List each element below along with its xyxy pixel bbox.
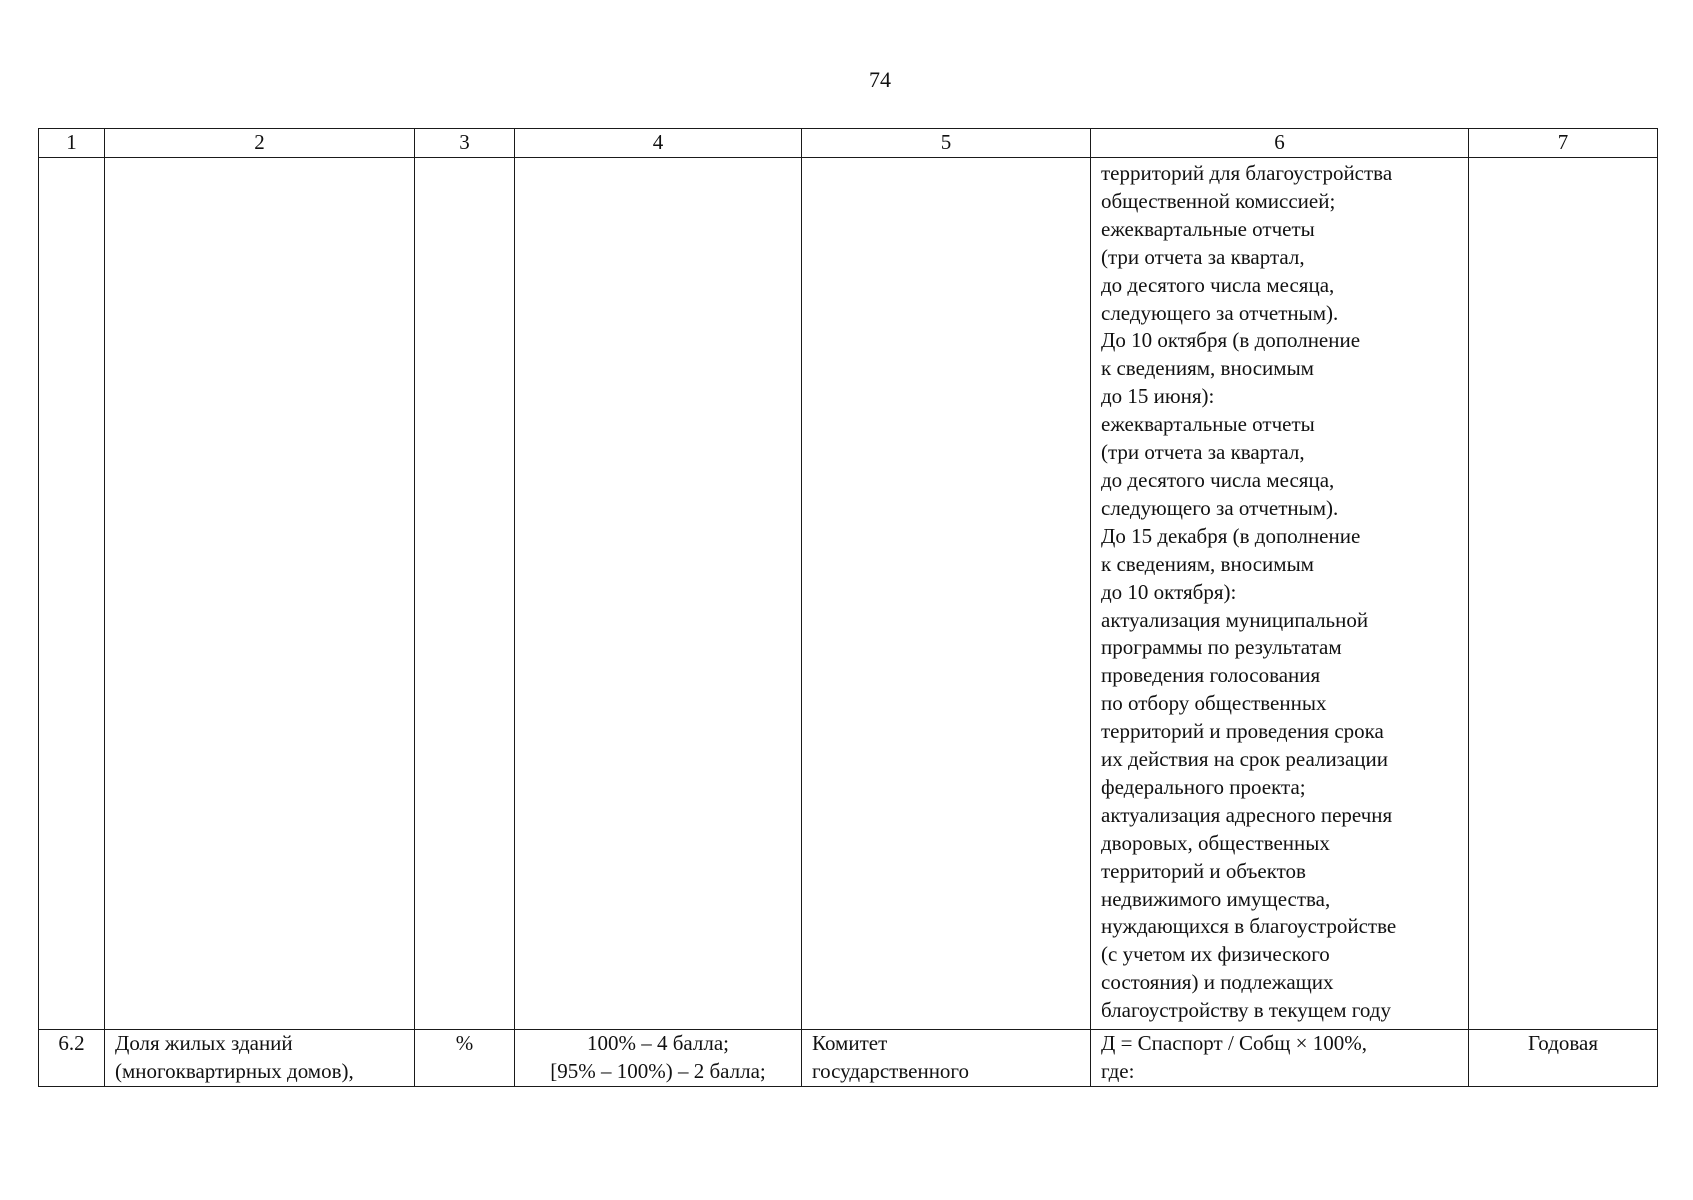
- scoring-cell: [515, 1030, 802, 1087]
- text-line: дворовых, общественных: [1101, 830, 1330, 855]
- periodicity-cell: Годовая: [1469, 1030, 1658, 1087]
- formula-cell: [1091, 1030, 1469, 1087]
- text-line: до десятого числа месяца,: [1101, 467, 1335, 492]
- text-line: (с учетом их физического: [1101, 942, 1330, 967]
- continuation-row: [39, 158, 1658, 1030]
- text-line: до 15 июня):: [1101, 384, 1215, 409]
- column-header-2: 2: [105, 129, 415, 158]
- cont-cell-3: [415, 158, 515, 1030]
- text-line: 100% – 4 балла;: [586, 1031, 730, 1055]
- cont-cell-2: [105, 158, 415, 1030]
- text-line: территорий и объектов: [1101, 858, 1306, 883]
- text-line: федерального проекта;: [1101, 774, 1306, 799]
- cont-cell-1: [39, 158, 105, 1030]
- text-line: следующего за отчетным).: [1101, 495, 1339, 520]
- page-number: 74: [869, 67, 891, 92]
- text-line: к сведениям, вносимым: [1101, 356, 1314, 381]
- text-line: (три отчета за квартал,: [1101, 440, 1305, 465]
- text-line: к сведениям, вносимым: [1101, 551, 1314, 576]
- indicator-name: [105, 1030, 415, 1087]
- text-line: общественной комиссией;: [1101, 188, 1336, 213]
- text-line: [95% – 100%) – 2 балла;: [550, 1058, 766, 1083]
- text-line: состояния) и подлежащих: [1101, 970, 1334, 995]
- column-header-6: 6: [1091, 129, 1469, 158]
- column-header-3: 3: [415, 129, 515, 158]
- text-line: до десятого числа месяца,: [1101, 272, 1335, 297]
- text-line: программы по результатам: [1101, 635, 1342, 660]
- column-header-7: 7: [1469, 129, 1658, 158]
- text-line: ежеквартальные отчеты: [1101, 216, 1315, 241]
- cont-cell-4: [515, 158, 802, 1030]
- column-header-1: 1: [39, 129, 105, 158]
- text-line: До 10 октября (в дополнение: [1101, 328, 1361, 353]
- text-line: актуализация адресного перечня: [1101, 802, 1393, 827]
- column-header-row: [39, 129, 1658, 158]
- column-header-4: 4: [515, 129, 802, 158]
- text-line: актуализация муниципальной: [1101, 607, 1369, 632]
- text-line: нуждающихся в благоустройстве: [1101, 914, 1397, 939]
- text-line: где:: [1101, 1058, 1135, 1083]
- text-line: проведения голосования: [1101, 663, 1321, 688]
- text-line: (многоквартирных домов),: [115, 1058, 354, 1083]
- text-line: До 15 декабря (в дополнение: [1101, 523, 1361, 548]
- text-line: Комитет: [812, 1031, 888, 1055]
- responsible-body-cell: [802, 1030, 1091, 1087]
- text-line: территорий и проведения срока: [1101, 719, 1384, 744]
- indicator-table: [38, 128, 1658, 1087]
- text-line: их действия на срок реализации: [1101, 747, 1389, 772]
- text-line: государственного: [812, 1058, 970, 1083]
- text-line: Д = Спаспорт / Собщ × 100%,: [1101, 1031, 1367, 1055]
- cont-cell-6: [1091, 158, 1469, 1030]
- text-line: по отбору общественных: [1101, 691, 1327, 716]
- row-number: 6.2: [39, 1030, 105, 1087]
- cont-cell-5: [802, 158, 1091, 1030]
- table-row-6-2: [39, 1030, 1658, 1087]
- cont-cell-7: [1469, 158, 1658, 1030]
- text-line: недвижимого имущества,: [1101, 886, 1331, 911]
- text-line: Доля жилых зданий: [115, 1031, 293, 1055]
- text-line: до 10 октября):: [1101, 579, 1237, 604]
- unit-cell: %: [415, 1030, 515, 1087]
- text-line: территорий для благоустройства: [1101, 161, 1393, 185]
- text-line: (три отчета за квартал,: [1101, 244, 1305, 269]
- text-line: благоустройству в текущем году: [1101, 998, 1391, 1023]
- text-line: ежеквартальные отчеты: [1101, 412, 1315, 437]
- text-line: следующего за отчетным).: [1101, 300, 1339, 325]
- column-header-5: 5: [802, 129, 1091, 158]
